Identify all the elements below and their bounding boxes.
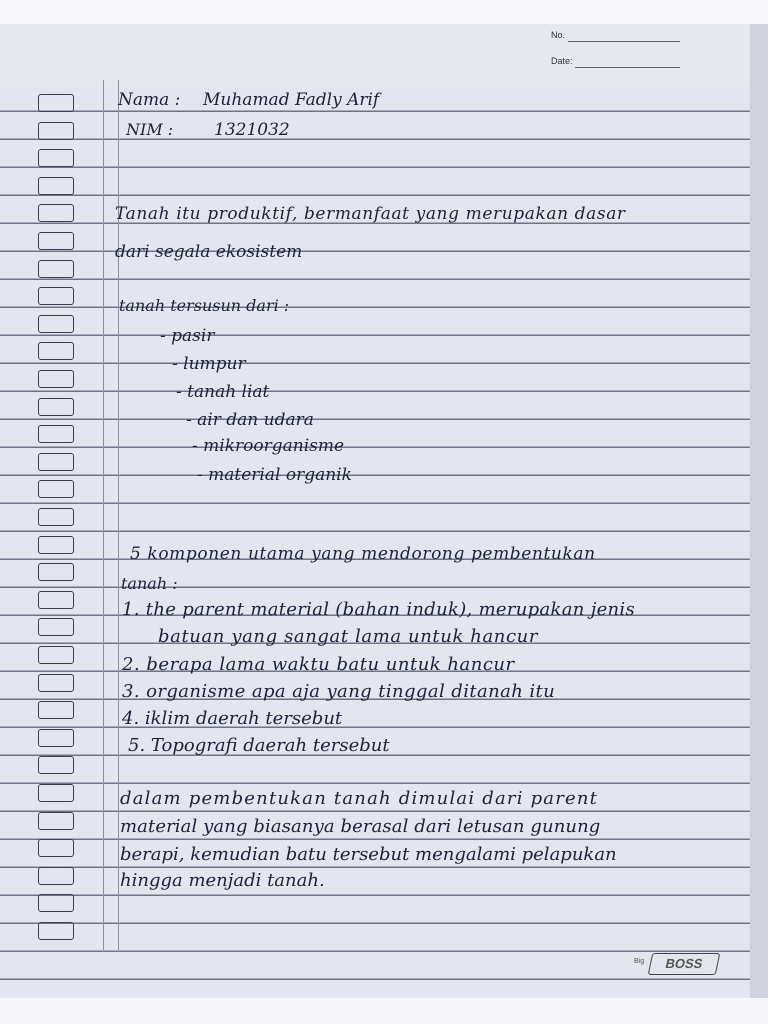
margin-checkbox	[38, 618, 74, 636]
margin-checkbox	[38, 232, 74, 250]
margin-checkbox	[38, 287, 74, 305]
margin-checkbox	[38, 756, 74, 774]
components-heading-line-2: tanah :	[121, 574, 178, 593]
composition-heading: tanah tersusun dari :	[119, 296, 290, 315]
brand-logo: BOSS	[648, 953, 721, 975]
margin-checkbox	[38, 453, 74, 471]
margin-checkbox	[38, 646, 74, 664]
components-line: 3. organisme apa aja yang tinggal ditanah itu	[122, 681, 556, 702]
margin-checkbox	[38, 729, 74, 747]
composition-item: - air dan udara	[186, 410, 314, 430]
margin-checkbox	[38, 591, 74, 609]
margin-checkbox	[38, 701, 74, 719]
page-header-area	[0, 24, 750, 86]
background-top	[0, 0, 768, 24]
margin-rule	[103, 80, 104, 950]
margin-checkbox	[38, 812, 74, 830]
name-label: Nama :	[118, 90, 181, 110]
margin-checkbox	[38, 480, 74, 498]
margin-checkbox	[38, 922, 74, 940]
margin-checkbox	[38, 342, 74, 360]
margin-checkbox	[38, 315, 74, 333]
composition-item: - mikroorganisme	[192, 436, 345, 456]
margin-checkbox	[38, 784, 74, 802]
composition-item: - pasir	[160, 326, 215, 346]
date-label: Date:	[551, 56, 573, 66]
components-line: 2. berapa lama waktu batu untuk hancur	[122, 654, 515, 675]
margin-checkbox	[38, 204, 74, 222]
components-line: batuan yang sangat lama untuk hancur	[158, 626, 539, 647]
conclusion-line: hingga menjadi tanah.	[120, 870, 325, 891]
margin-checkbox	[38, 94, 74, 112]
no-label: No.	[551, 30, 566, 40]
nim-label: NIM :	[126, 120, 174, 139]
no-line	[568, 41, 680, 42]
margin-checkbox	[38, 122, 74, 140]
margin-checkbox	[38, 867, 74, 885]
components-line: 4. iklim daerah tersebut	[122, 708, 343, 729]
conclusion-line: material yang biasanya berasal dari letusan gunung	[120, 816, 601, 837]
components-line: 5. Topografi daerah tersebut	[128, 735, 390, 756]
margin-checkbox	[38, 839, 74, 857]
nim-value: 1321032	[214, 120, 290, 140]
margin-checkbox	[38, 149, 74, 167]
components-line: 1. the parent material (bahan induk), merupakan jenis	[122, 599, 636, 620]
margin-checkbox	[38, 563, 74, 581]
composition-item: - tanah liat	[176, 382, 270, 402]
margin-checkbox	[38, 398, 74, 416]
definition-line-1: Tanah itu produktif, bermanfaat yang merupakan dasar	[115, 204, 626, 224]
conclusion-line: berapi, kemudian batu tersebut mengalami pelapukan	[120, 844, 617, 865]
margin-checkbox	[38, 177, 74, 195]
margin-checkbox	[38, 674, 74, 692]
date-line	[575, 67, 680, 68]
margin-checkbox	[38, 370, 74, 388]
background-bottom	[0, 998, 768, 1024]
composition-item: - lumpur	[172, 354, 246, 374]
conclusion-line: dalam pembentukan tanah dimulai dari parent	[120, 788, 599, 809]
definition-line-2: dari segala ekosistem	[115, 242, 303, 262]
margin-checkbox	[38, 508, 74, 526]
name-value: Muhamad Fadly Arif	[203, 90, 380, 110]
composition-item: - material organik	[197, 465, 352, 485]
margin-checkbox	[38, 894, 74, 912]
brand-prefix: Big	[634, 958, 645, 965]
margin-checkbox	[38, 536, 74, 554]
components-heading-line-1: 5 komponen utama yang mendorong pembentukan	[130, 544, 596, 564]
page-edge	[750, 24, 768, 998]
margin-checkbox	[38, 425, 74, 443]
margin-checkbox	[38, 260, 74, 278]
